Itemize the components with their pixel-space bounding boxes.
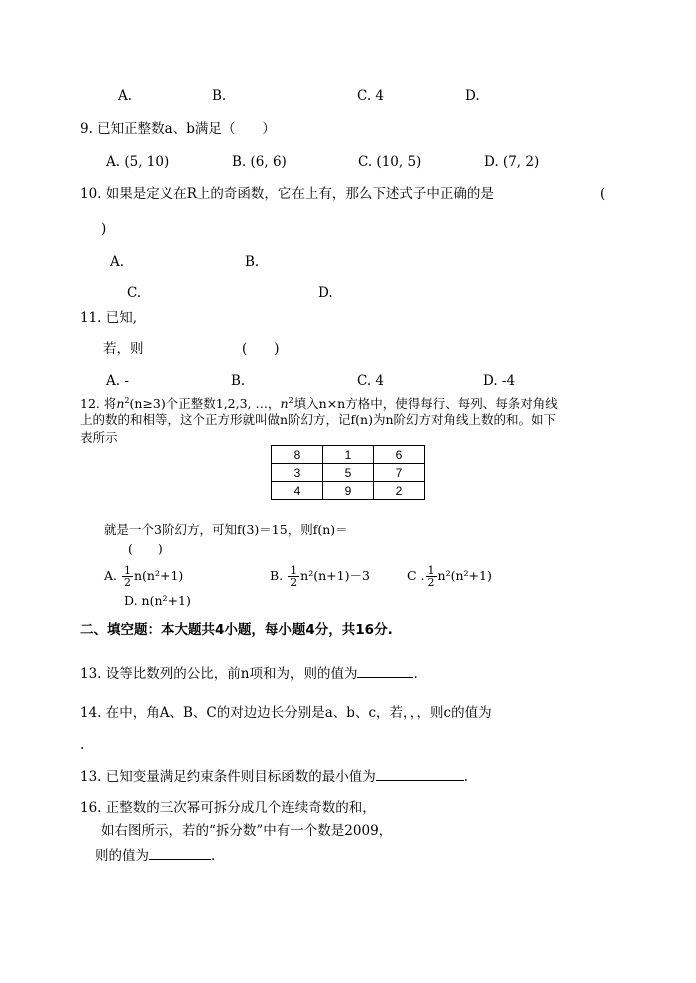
q11-option-d: D. -4 [483, 373, 516, 389]
q12-line1-post: 填入n×n方格中，使得每行、每列、每条对角线 [293, 396, 558, 412]
magic-square-table [271, 445, 425, 500]
q9-option-c: C. (10, 5) [358, 154, 422, 170]
q12-paren: ( ) [128, 541, 163, 556]
q11-line2: 若，则 [103, 341, 144, 357]
q9-option-b: B. (6, 6) [232, 154, 287, 170]
q9-option-a: A. (5, 10) [106, 154, 170, 170]
q12-option-a-expr: n(n²+1) [134, 568, 184, 583]
q13-tail: . [413, 666, 418, 682]
q13-stem: 13. 设等比数列的公比，前n项和为，则的值为 [80, 666, 358, 682]
q12-option-b-label: B. [270, 568, 284, 583]
q16-tail: . [211, 848, 216, 864]
q15-tail: . [463, 769, 469, 785]
q10-option-a: A. [110, 254, 125, 270]
q10-stem: 10. 如果是定义在R上的奇函数，它在上有，那么下述式子中正确的是 [80, 186, 494, 202]
q12-option-a [104, 562, 183, 590]
q14-dot: . [80, 737, 85, 753]
table-row [272, 446, 425, 464]
q12-line1-mid: (n≥3)个正整数1,2,3, …， [129, 396, 281, 412]
table-row [272, 464, 425, 482]
answer-blank[interactable] [376, 768, 464, 781]
table-cell: 2 [374, 482, 425, 500]
q16-line3: 则的值为 [95, 848, 149, 864]
q8-option-d: D. [465, 88, 480, 104]
q11-option-a: A. - [106, 373, 129, 389]
q9-stem: 9. 已知正整数a、b满足（ ） [80, 121, 276, 137]
q9-option-d: D. (7, 2) [484, 154, 540, 170]
q10-option-c: C. [127, 285, 142, 301]
q10-option-b: B. [245, 254, 260, 270]
q16-line1: 16. 正整数的三次幂可拆分成几个连续奇数的和， [80, 800, 376, 816]
section-2-title: 二、填空题：本大题共4小题，每小题4分，共16分. [80, 622, 393, 638]
q12-option-a-label: A. [104, 568, 118, 583]
q15-stem: 13. 已知变量满足约束条件则目标函数的最小值为 [80, 769, 376, 785]
q8-option-a: A. [118, 88, 133, 104]
q12-line1: 12. 将$n^2(n\ge 3)$个正整数1,2,3, …，$n^2$填入n×n方格中，使得每行、每列、每条对角线 [80, 396, 558, 412]
q12-line2: 上的数的和相等，这个正方形就叫做n阶幻方，记f(n)为n阶幻方对角线上数的和。如下 [80, 412, 557, 427]
q15-line [80, 768, 468, 785]
answer-blank[interactable] [149, 847, 211, 860]
fraction: $\frac{1}{2}$ [124, 564, 131, 589]
q12-option-c-expr: n²(n²+1) [437, 568, 492, 583]
q12-option-c [407, 562, 492, 590]
q12-line3: 表所示 [80, 430, 118, 445]
table-cell: 9 [323, 482, 374, 500]
q12-option-d: D. n(n²+1) [124, 593, 191, 608]
q12-option-b [270, 562, 370, 590]
q11-paren: ( ) [242, 341, 280, 357]
q11-option-b: B. [231, 373, 246, 389]
q11-option-c: C. 4 [357, 373, 385, 389]
table-cell: 1 [323, 446, 374, 464]
q16-line3-wrap [95, 847, 215, 864]
q10-option-d: D. [318, 285, 333, 301]
table-cell: 8 [272, 446, 323, 464]
fraction: $\frac{1}{2}$ [427, 564, 435, 589]
q8-option-b: B. [212, 88, 227, 104]
q12-line4: 就是一个3阶幻方，可知f(3)＝15，则f(n)＝ [104, 522, 348, 537]
q12-line1-pre: 12. 将 [80, 396, 117, 412]
q10-paren-close: ) [101, 221, 107, 237]
answer-blank[interactable] [357, 665, 413, 678]
fraction: $\frac{1}{2}$ [290, 564, 298, 589]
table-row [272, 482, 425, 500]
table-cell: 4 [272, 482, 323, 500]
q10-paren-open: ( [600, 186, 606, 202]
q8-option-c: C. 4 [357, 88, 385, 104]
q12-option-c-label: C . [407, 568, 425, 583]
q12-option-b-expr: n²(n+1)－3 [300, 568, 370, 583]
q13-line [80, 665, 418, 682]
q11-stem: 11. 已知, [80, 310, 138, 326]
table-cell: 5 [323, 464, 374, 482]
q12-n-var: n [116, 396, 125, 412]
table-cell: 6 [374, 446, 425, 464]
q16-line2: 如右图所示，若的“拆分数”中有一个数是2009， [101, 823, 393, 839]
table-cell: 3 [272, 464, 323, 482]
table-cell: 7 [374, 464, 425, 482]
q14-stem: 14. 在中，角A、B、C的对边边长分别是a、b、c，若，，，则c的值为 [80, 705, 492, 721]
